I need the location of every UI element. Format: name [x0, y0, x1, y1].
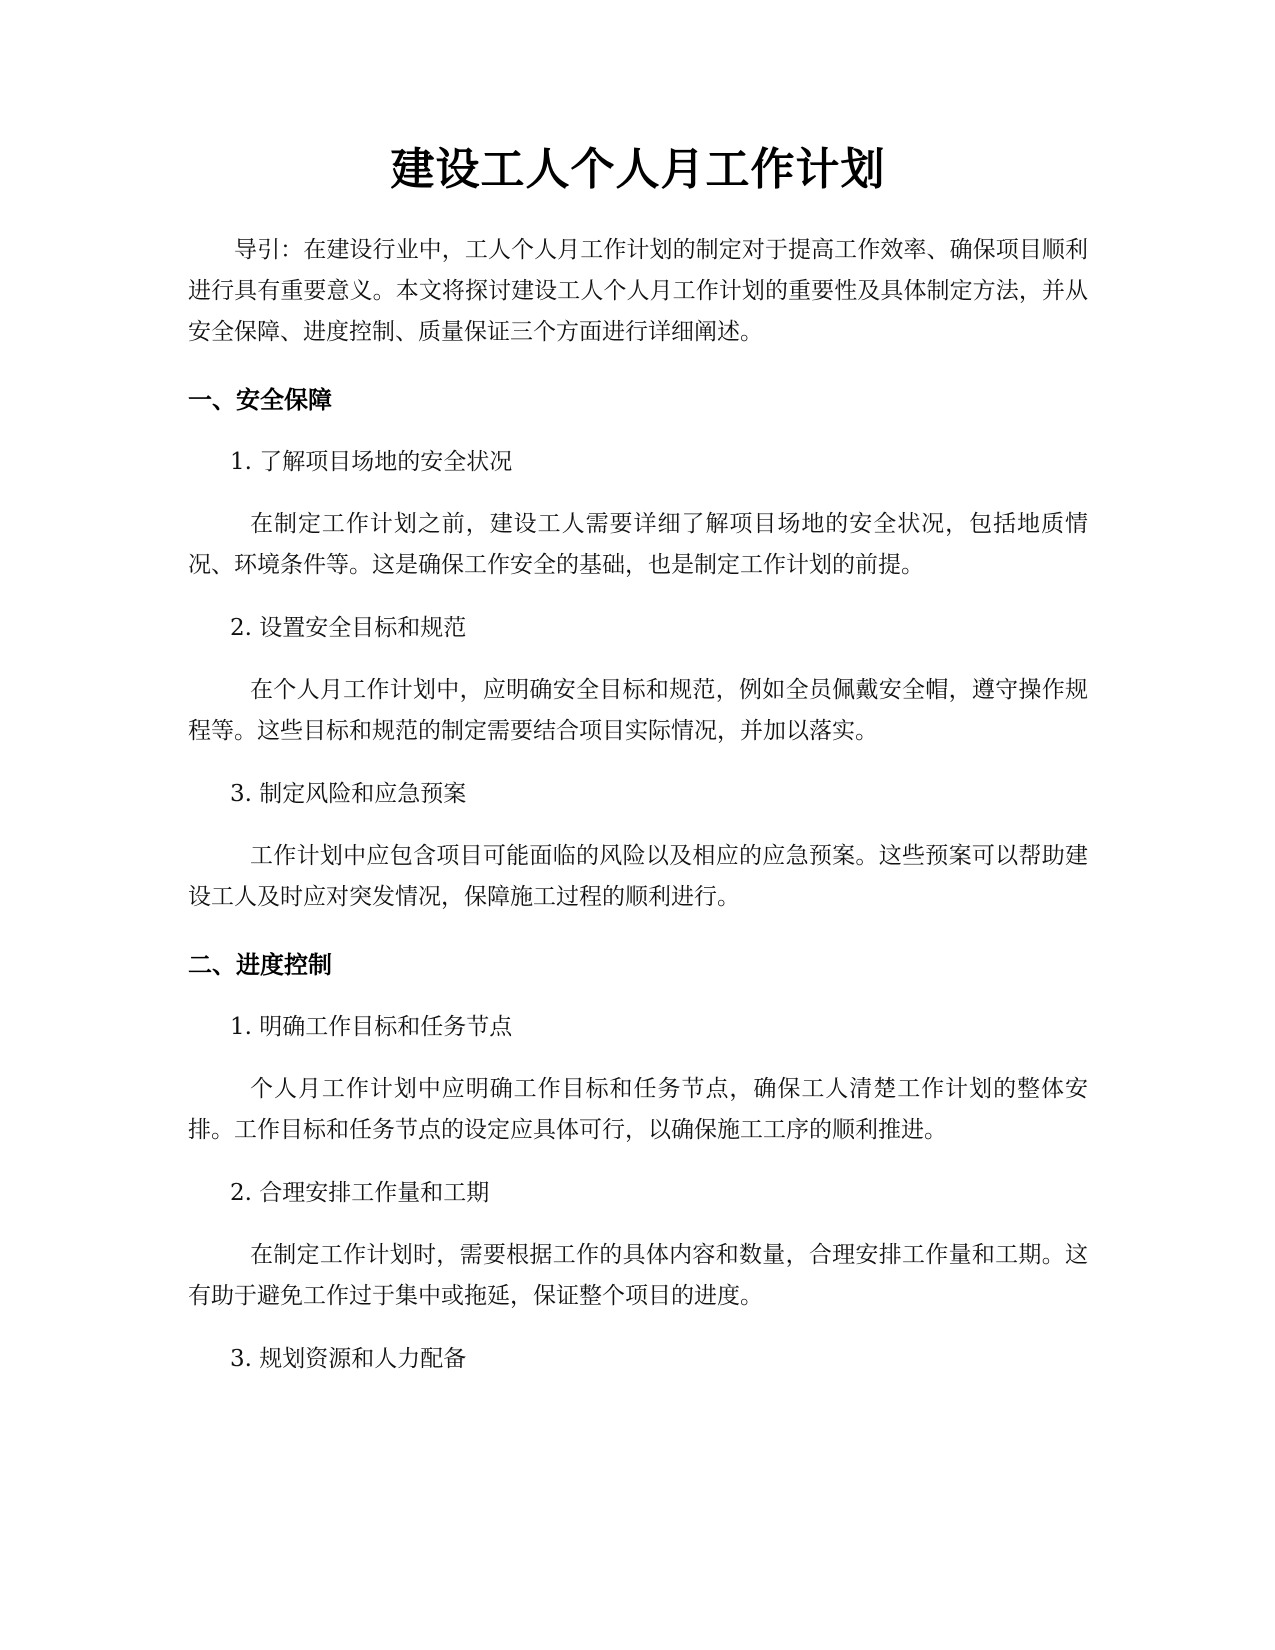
subheading-progress-2: 2. 合理安排工作量和工期 [230, 1180, 490, 1206]
section-heading-progress: 二、进度控制 [188, 951, 332, 979]
subheading-safety-2: 2. 设置安全目标和规范 [230, 615, 467, 641]
subheading-safety-3: 3. 制定风险和应急预案 [230, 781, 467, 807]
paragraph-safety-1: 在制定工作计划之前，建设工人需要详细了解项目场地的安全状况，包括地质情况、环境条件等。这是确保工作安全的基础，也是制定工作计划的前提。 [188, 511, 1088, 578]
paragraph-progress-2: 在制定工作计划时，需要根据工作的具体内容和数量，合理安排工作量和工期。这有助于避免工作过于集中或拖延，保证整个项目的进度。 [188, 1242, 1088, 1309]
subheading-progress-1: 1. 明确工作目标和任务节点 [230, 1014, 513, 1040]
document-content [188, 140, 1088, 1401]
paragraph-safety-2: 在个人月工作计划中，应明确安全目标和规范，例如全员佩戴安全帽，遵守操作规程等。这些目标和规范的制定需要结合项目实际情况，并加以落实。 [188, 677, 1088, 744]
section-heading-safety: 一、安全保障 [188, 386, 332, 414]
document-title: 建设工人个人月工作计划 [390, 144, 886, 195]
intro-paragraph: 导引：在建设行业中，工人个人月工作计划的制定对于提高工作效率、确保项目顺利进行具有重要意义。本文将探讨建设工人个人月工作计划的重要性及具体制定方法，并从安全保障、进度控制、质量保证三个方面进行详细阐述。 [188, 237, 1088, 345]
subheading-progress-3: 3. 规划资源和人力配备 [230, 1346, 467, 1372]
subheading-safety-1: 1. 了解项目场地的安全状况 [230, 449, 513, 475]
paragraph-progress-1: 个人月工作计划中应明确工作目标和任务节点，确保工人清楚工作计划的整体安排。工作目标和任务节点的设定应具体可行，以确保施工工序的顺利推进。 [188, 1076, 1088, 1143]
paragraph-safety-3: 工作计划中应包含项目可能面临的风险以及相应的应急预案。这些预案可以帮助建设工人及时应对突发情况，保障施工过程的顺利进行。 [188, 843, 1088, 910]
